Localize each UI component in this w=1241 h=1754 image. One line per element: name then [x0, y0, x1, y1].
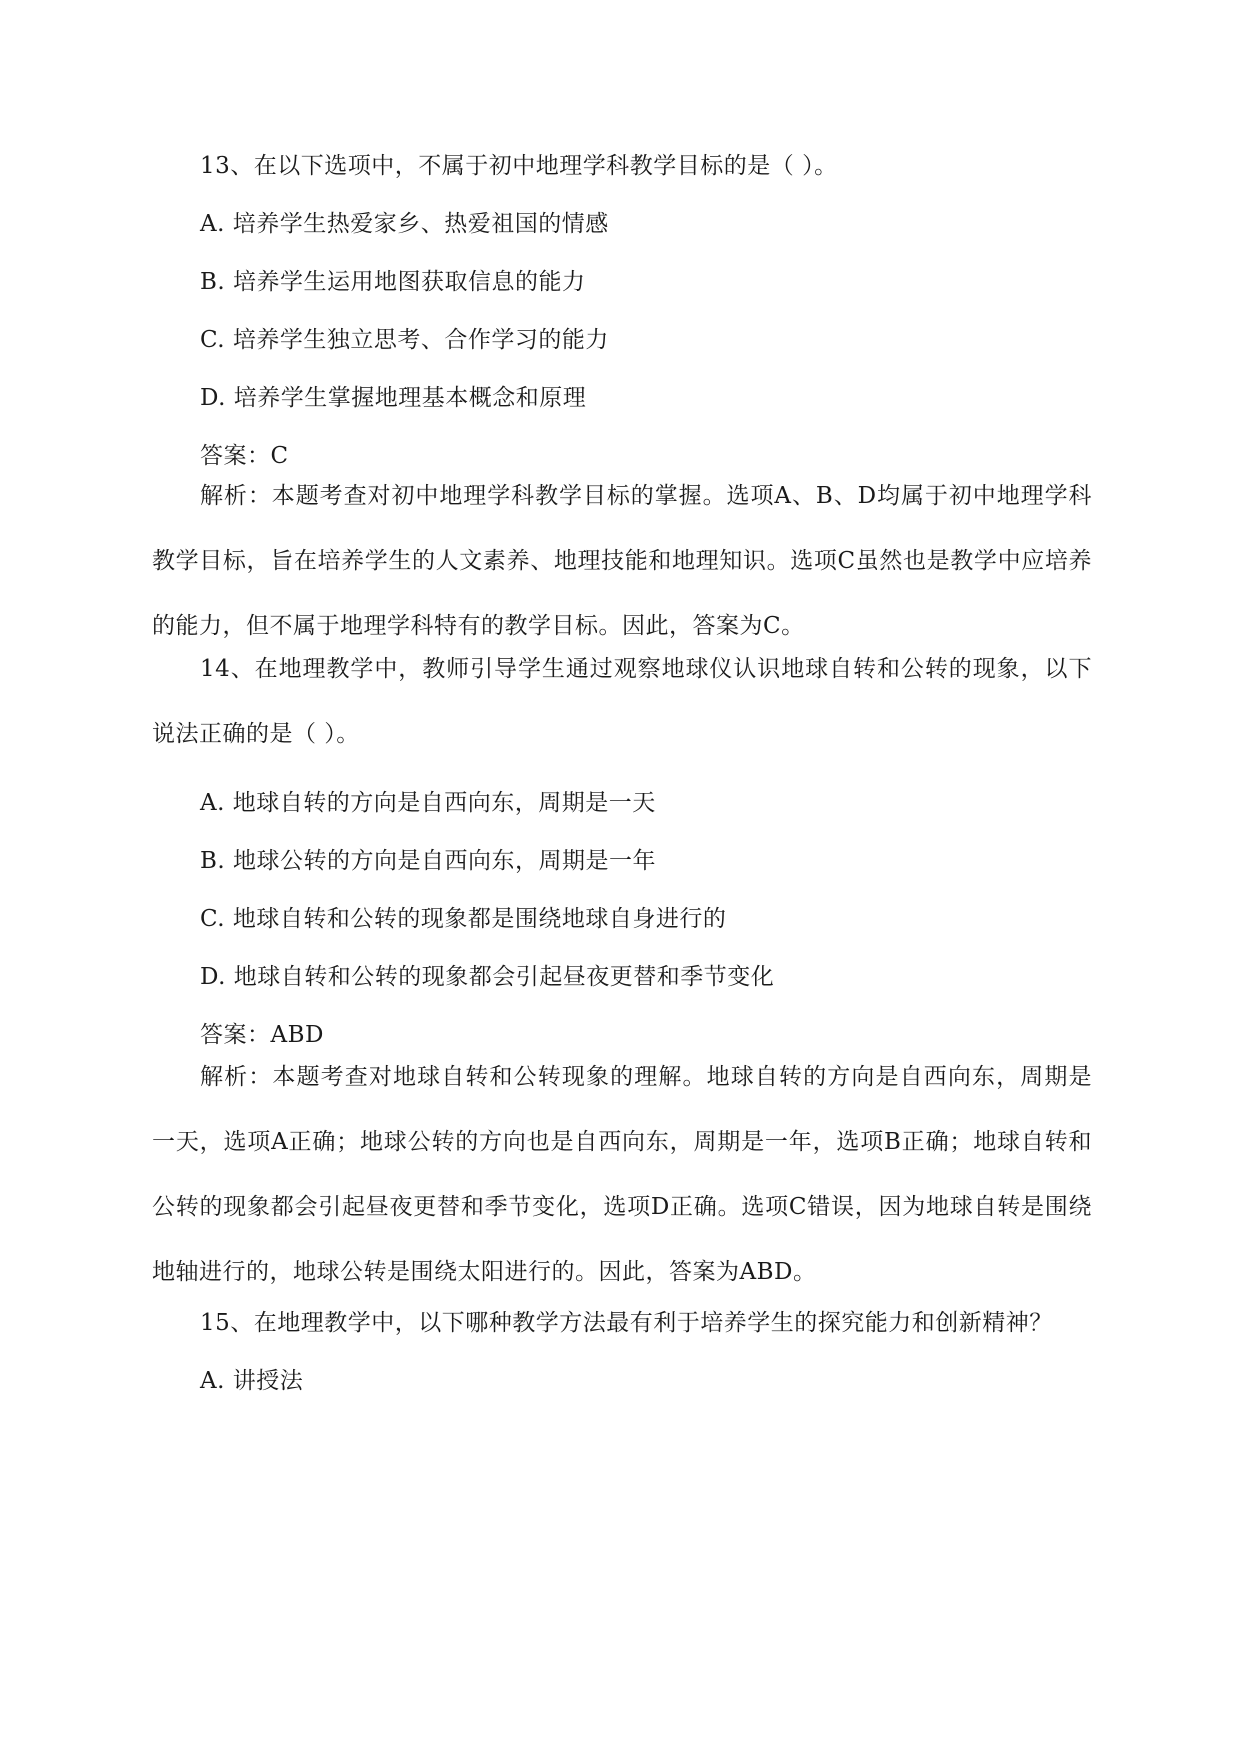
question-14-analysis: 解析：本题考查对地球自转和公转现象的理解。地球自转的方向是自西向东，周期是一天，选项A正确；地球公转的方向也是自西向东，周期是一年，选项B正确；地球自转和公转的现象都会引起昼夜更替和季节变化，选项D正确。选项C错误，因为地球自转是围绕地轴进行的，地球公转是围绕太阳进行的。因此，答案为ABD。: [152, 1064, 1092, 1285]
question-14-option-a: A. 地球自转的方向是自西向东，周期是一天: [200, 790, 656, 816]
question-13-answer: 答案：C: [200, 443, 289, 469]
question-15-stem: 15、在地理教学中，以下哪种教学方法最有利于培养学生的探究能力和创新精神？: [200, 1310, 1053, 1336]
question-13-option-a: A. 培养学生热爱家乡、热爱祖国的情感: [200, 211, 609, 237]
question-13-option-d: D. 培养学生掌握地理基本概念和原理: [200, 385, 587, 411]
question-15-option-a: A. 讲授法: [200, 1368, 304, 1394]
question-13-option-b: B. 培养学生运用地图获取信息的能力: [200, 269, 586, 295]
question-13-analysis: 解析：本题考查对初中地理学科教学目标的掌握。选项A、B、D均属于初中地理学科教学目标，旨在培养学生的人文素养、地理技能和地理知识。选项C虽然也是教学中应培养的能力，但不属于地理学科特有的教学目标。因此，答案为C。: [152, 483, 1092, 639]
question-14-option-b: B. 地球公转的方向是自西向东，周期是一年: [200, 848, 657, 874]
question-13-option-c: C. 培养学生独立思考、合作学习的能力: [200, 327, 609, 353]
question-14-option-d: D. 地球自转和公转的现象都会引起昼夜更替和季节变化: [200, 964, 775, 990]
question-14-option-c: C. 地球自转和公转的现象都是围绕地球自身进行的: [200, 906, 727, 932]
question-13-stem: 13、在以下选项中，不属于初中地理学科教学目标的是（ ）。: [200, 153, 838, 179]
question-14-answer: 答案：ABD: [200, 1022, 324, 1048]
question-14-stem: 14、在地理教学中，教师引导学生通过观察地球仪认识地球自转和公转的现象，以下说法正确的是（ ）。: [152, 656, 1092, 747]
